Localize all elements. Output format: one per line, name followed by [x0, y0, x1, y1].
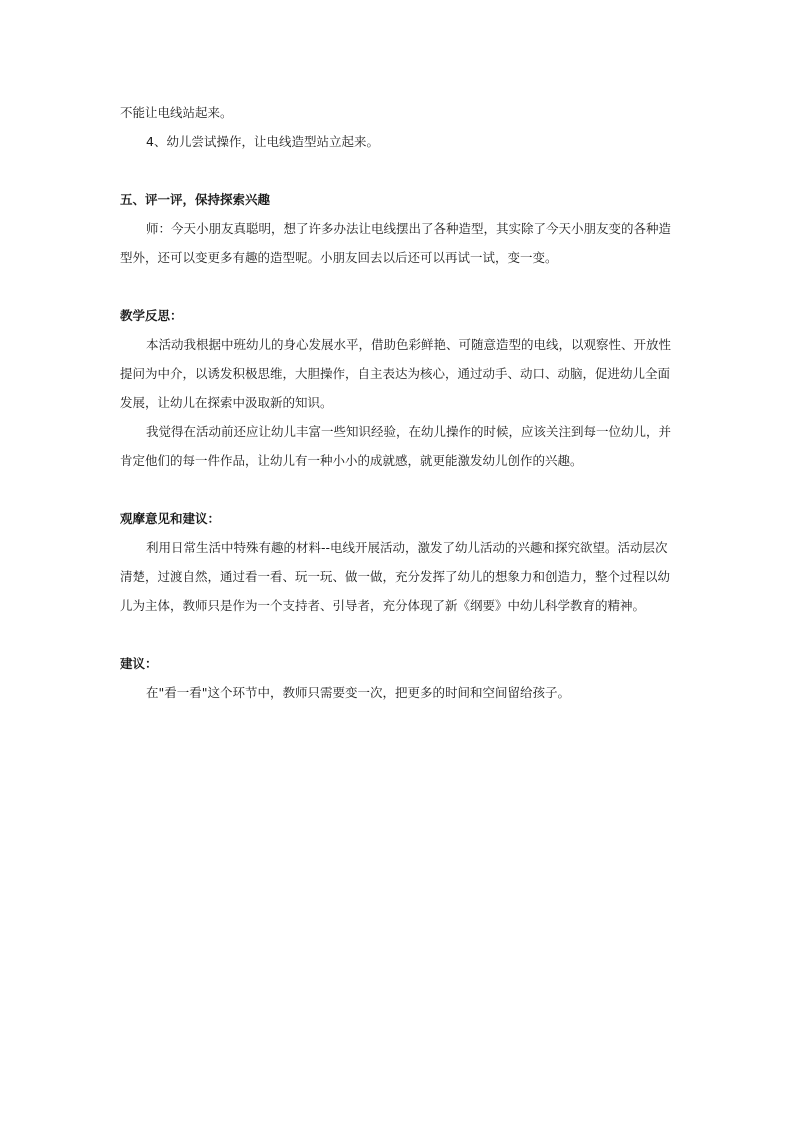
paragraph-spacer — [120, 620, 680, 649]
paragraph: 在"看一看"这个环节中，教师只需要变一次，把更多的时间和空间留给孩子。 — [146, 685, 571, 700]
paragraph-spacer — [120, 156, 680, 185]
paragraph-spacer — [120, 272, 680, 301]
section-heading: 观摩意见和建议： — [120, 511, 221, 526]
paragraph: 4、幼儿尝试操作，让电线造型站立起来。 — [146, 134, 379, 149]
section-heading: 建议： — [120, 656, 158, 671]
paragraph: 本活动我根据中班幼儿的身心发展水平，借助色彩鲜艳、可随意造型的电线，以观察性、开放性提问为中介，以诱发积极思维，大胆操作，自主表达为核心，通过动手、动口、动脑，促进幼儿全面发展，让幼儿在探索中汲取新的知识。 — [120, 337, 672, 410]
section-heading: 教学反思： — [120, 308, 183, 323]
paragraph: 利用日常生活中特殊有趣的材料--电线开展活动，激发了幼儿活动的兴趣和探究欲望。活动层次清楚，过渡自然，通过看一看、玩一玩、做一做，充分发挥了幼儿的想象力和创造力，整个过程以幼儿为主体，教师只是作为一个支持者、引导者，充分体现了新《纲要》中幼儿科学教育的精神。 — [120, 540, 671, 613]
paragraph-spacer — [120, 475, 680, 504]
paragraph: 不能让电线站起来。 — [120, 105, 233, 120]
section-heading: 五、评一评，保持探索兴趣 — [120, 192, 271, 207]
document-body — [120, 98, 680, 707]
paragraph: 我觉得在活动前还应让幼儿丰富一些知识经验，在幼儿操作的时候，应该关注到每一位幼儿，并肯定他们的每一件作品，让幼儿有一种小小的成就感，就更能激发幼儿创作的兴趣。 — [120, 424, 672, 468]
paragraph: 师：今天小朋友真聪明，想了许多办法让电线摆出了各种造型，其实除了今天小朋友变的各种造型外，还可以变更多有趣的造型呢。小朋友回去以后还可以再试一试，变一变。 — [120, 221, 672, 265]
